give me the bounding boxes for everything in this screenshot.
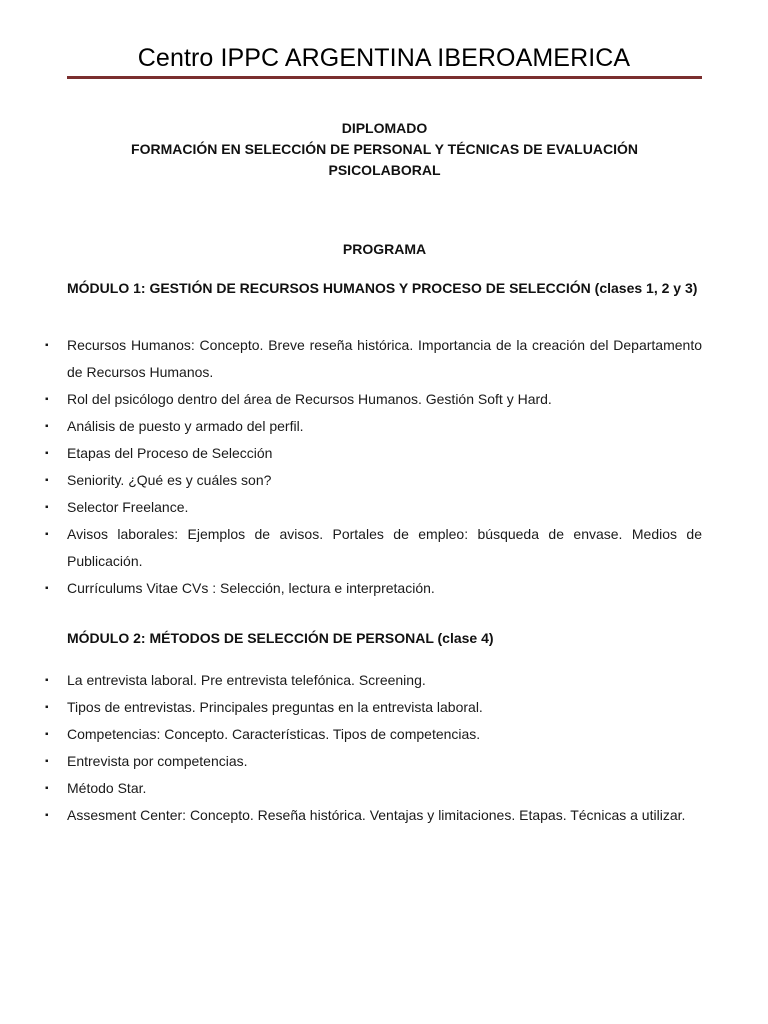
list-item-text: Entrevista por competencias. — [67, 753, 248, 769]
bullet-icon: ▪ — [45, 448, 49, 459]
bullet-icon: ▪ — [45, 502, 49, 513]
list-item — [0, 521, 702, 575]
bullet-icon: ▪ — [45, 583, 49, 594]
bullet-icon: ▪ — [45, 810, 49, 821]
list-item — [0, 775, 702, 802]
list-item — [0, 467, 702, 494]
bullet-icon: ▪ — [45, 729, 49, 740]
list-item-text: Assesment Center: Concepto. Reseña histórica. Ventajas y limitaciones. Etapas. Técnicas a utilizar. — [67, 807, 686, 823]
diploma-title-line-1: FORMACIÓN EN SELECCIÓN DE PERSONAL Y TÉCNICAS DE EVALUACIÓN — [131, 141, 638, 157]
list-item-text: Competencias: Concepto. Características. Tipos de competencias. — [67, 726, 481, 742]
list-item — [0, 440, 702, 467]
module-2-title: MÓDULO 2: MÉTODOS DE SELECCIÓN DE PERSONAL (clase 4) — [67, 630, 494, 646]
list-item-text: Método Star. — [67, 780, 147, 796]
list-item-text: Análisis de puesto y armado del perfil. — [67, 418, 304, 434]
list-item — [0, 413, 702, 440]
list-item — [0, 667, 702, 694]
diploma-label: DIPLOMADO — [341, 120, 428, 136]
document-header-title: Centro IPPC ARGENTINA IBEROAMERICA — [137, 44, 631, 72]
list-item — [0, 694, 702, 721]
list-item — [0, 802, 702, 829]
bullet-icon: ▪ — [45, 340, 49, 351]
list-item — [0, 721, 702, 748]
module-1-topic-list — [0, 332, 702, 602]
bullet-icon: ▪ — [45, 421, 49, 432]
list-item-text: Tipos de entrevistas. Principales preguntas en la entrevista laboral. — [67, 699, 483, 715]
list-item-text: Recursos Humanos: Concepto. Breve reseña histórica. Importancia de la creación del Departamento de Recursos Humanos. — [67, 337, 702, 380]
module-1-title: MÓDULO 1: GESTIÓN DE RECURSOS HUMANOS Y PROCESO DE SELECCIÓN (clases 1, 2 y 3) — [67, 280, 698, 296]
bullet-icon: ▪ — [45, 702, 49, 713]
list-item — [0, 332, 702, 386]
bullet-icon: ▪ — [45, 394, 49, 405]
bullet-icon: ▪ — [45, 783, 49, 794]
list-item-text: Selector Freelance. — [67, 499, 189, 515]
list-item-text: La entrevista laboral. Pre entrevista telefónica. Screening. — [67, 672, 426, 688]
list-item — [0, 575, 702, 602]
bullet-icon: ▪ — [45, 756, 49, 767]
list-item-text: Currículums Vitae CVs : Selección, lectura e interpretación. — [67, 580, 435, 596]
diploma-heading — [67, 118, 702, 181]
list-item-text: Rol del psicólogo dentro del área de Recursos Humanos. Gestión Soft y Hard. — [67, 391, 552, 407]
list-item — [0, 494, 702, 521]
diploma-title-line-2: PSICOLABORAL — [328, 162, 441, 178]
header-divider — [67, 76, 702, 79]
list-item — [0, 386, 702, 413]
bullet-icon: ▪ — [45, 529, 49, 540]
bullet-icon: ▪ — [45, 675, 49, 686]
list-item-text: Avisos laborales: Ejemplos de avisos. Portales de empleo: búsqueda de envase. Medios de Publicación. — [67, 526, 702, 569]
list-item-text: Etapas del Proceso de Selección — [67, 445, 273, 461]
bullet-icon: ▪ — [45, 475, 49, 486]
list-item — [0, 748, 702, 775]
programa-heading: PROGRAMA — [342, 241, 427, 257]
module-2-topic-list — [0, 667, 702, 829]
list-item-text: Seniority. ¿Qué es y cuáles son? — [67, 472, 272, 488]
